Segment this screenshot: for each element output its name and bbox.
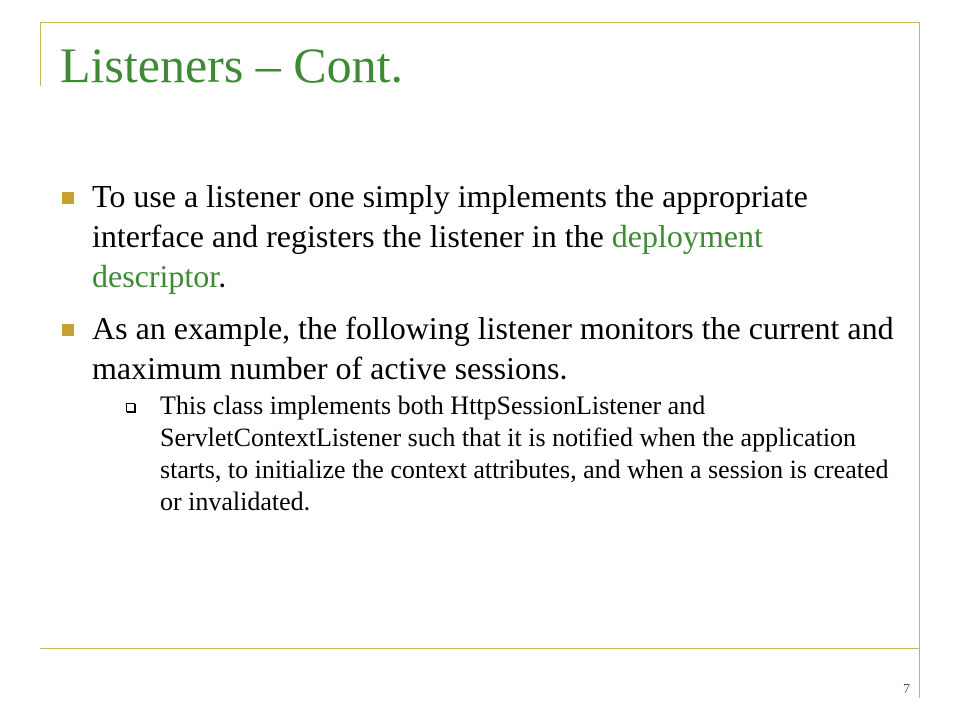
top-border-line (40, 22, 920, 23)
bullet-text-end: . (218, 258, 227, 294)
slide-title: Listeners – Cont. (60, 37, 404, 93)
sub-bullet-text: This class implements both HttpSessionListener and ServletContextListener such that it is notified when the application starts, to initialize the context attributes, and when a session is created or invalidated. (160, 391, 889, 516)
slide-content (60, 176, 900, 530)
bullet-text: As an example, the following listener monitors the current and maximum number of active sessions. (92, 310, 894, 386)
sub-bullet-item-class-description (124, 390, 900, 518)
hollow-square-bullet-icon (126, 403, 135, 412)
bullet-item-listener-usage (60, 176, 900, 296)
square-bullet-icon (62, 324, 74, 336)
left-border-line (40, 22, 41, 86)
bullet-item-example (60, 308, 900, 518)
right-border-line (919, 22, 920, 698)
footer-divider (40, 648, 920, 649)
page-number: 7 (903, 682, 910, 697)
bullet-text-start: To use a listener one simply implements the appropriate interface and registers the listener in the (92, 178, 808, 254)
square-bullet-icon (62, 192, 74, 204)
deployment-descriptor-term: deployment descriptor (92, 218, 763, 294)
